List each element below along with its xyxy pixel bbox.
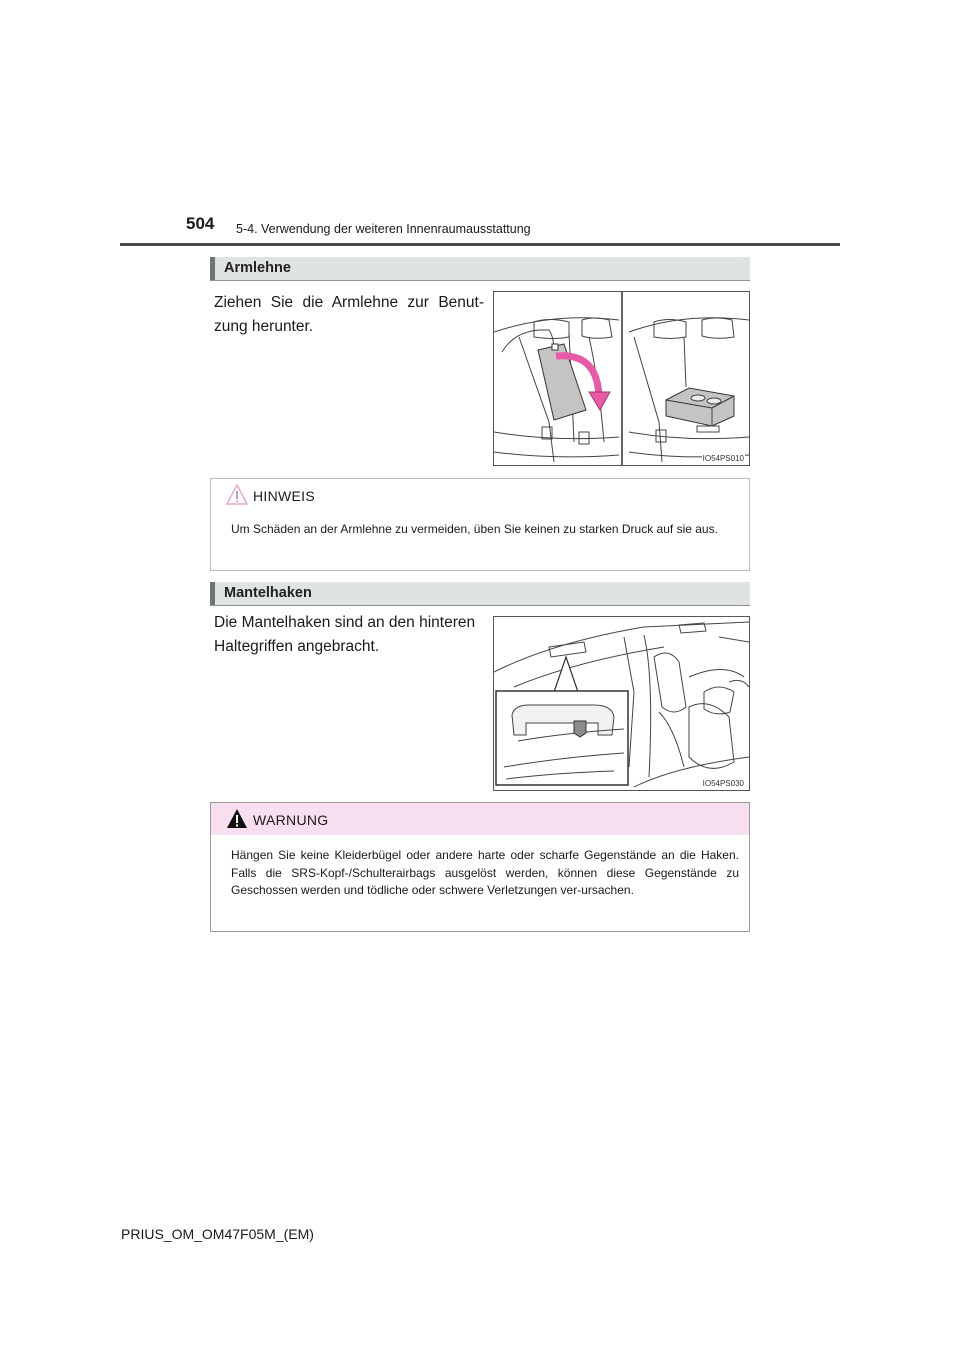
coat-hook xyxy=(574,721,586,737)
section-heading: Mantelhaken xyxy=(224,585,312,601)
section-header-mantelhaken xyxy=(210,582,750,606)
header-rule xyxy=(120,243,840,246)
armrest-illustration xyxy=(493,291,750,466)
section-header-bar xyxy=(210,257,215,280)
footer-document-code: PRIUS_OM_OM47F05M_(EM) xyxy=(121,1226,314,1242)
warning-icon xyxy=(225,807,249,831)
notice-title: HINWEIS xyxy=(253,488,315,504)
page-number: 504 xyxy=(186,214,215,233)
caution-icon xyxy=(225,483,249,507)
figure-code: IO54PS030 xyxy=(702,779,744,788)
pull-down-arrow-head xyxy=(589,392,610,410)
armrest-instruction: Ziehen Sie die Armlehne zur Benut-zung herunter. xyxy=(214,294,484,335)
figure-code: IO54PS010 xyxy=(702,454,744,463)
notice-text: Hängen Sie keine Kleiderbügel oder andere harte oder scharfe Gegenstände an die Haken. Falls die SRS-Kopf-/Schulterairbags ausgelöst werden, können diese Gegenstände zu Geschossen werden und tödliche oder schwere Verletzungen ver-ursachen. xyxy=(231,848,739,897)
notice-box-warnung xyxy=(210,802,750,932)
notice-title: WARNUNG xyxy=(253,812,329,828)
section-header-bar xyxy=(210,582,215,605)
notice-text: Um Schäden an der Armlehne zu vermeiden, üben Sie keinen zu starken Druck auf sie aus. xyxy=(231,522,718,536)
notice-box-hinweis xyxy=(210,478,750,571)
chapter-title: 5-4. Verwendung der weiteren Innenraumausstattung xyxy=(236,222,531,236)
coat-hook-illustration xyxy=(493,616,750,791)
section-header-armlehne xyxy=(210,257,750,281)
coat-hook-instruction: Die Mantelhaken sind an den hinteren Haltegriffen angebracht. xyxy=(214,614,476,655)
armrest-drawing xyxy=(494,292,749,465)
section-heading: Armlehne xyxy=(224,260,291,276)
coat-hook-drawing xyxy=(494,617,749,790)
